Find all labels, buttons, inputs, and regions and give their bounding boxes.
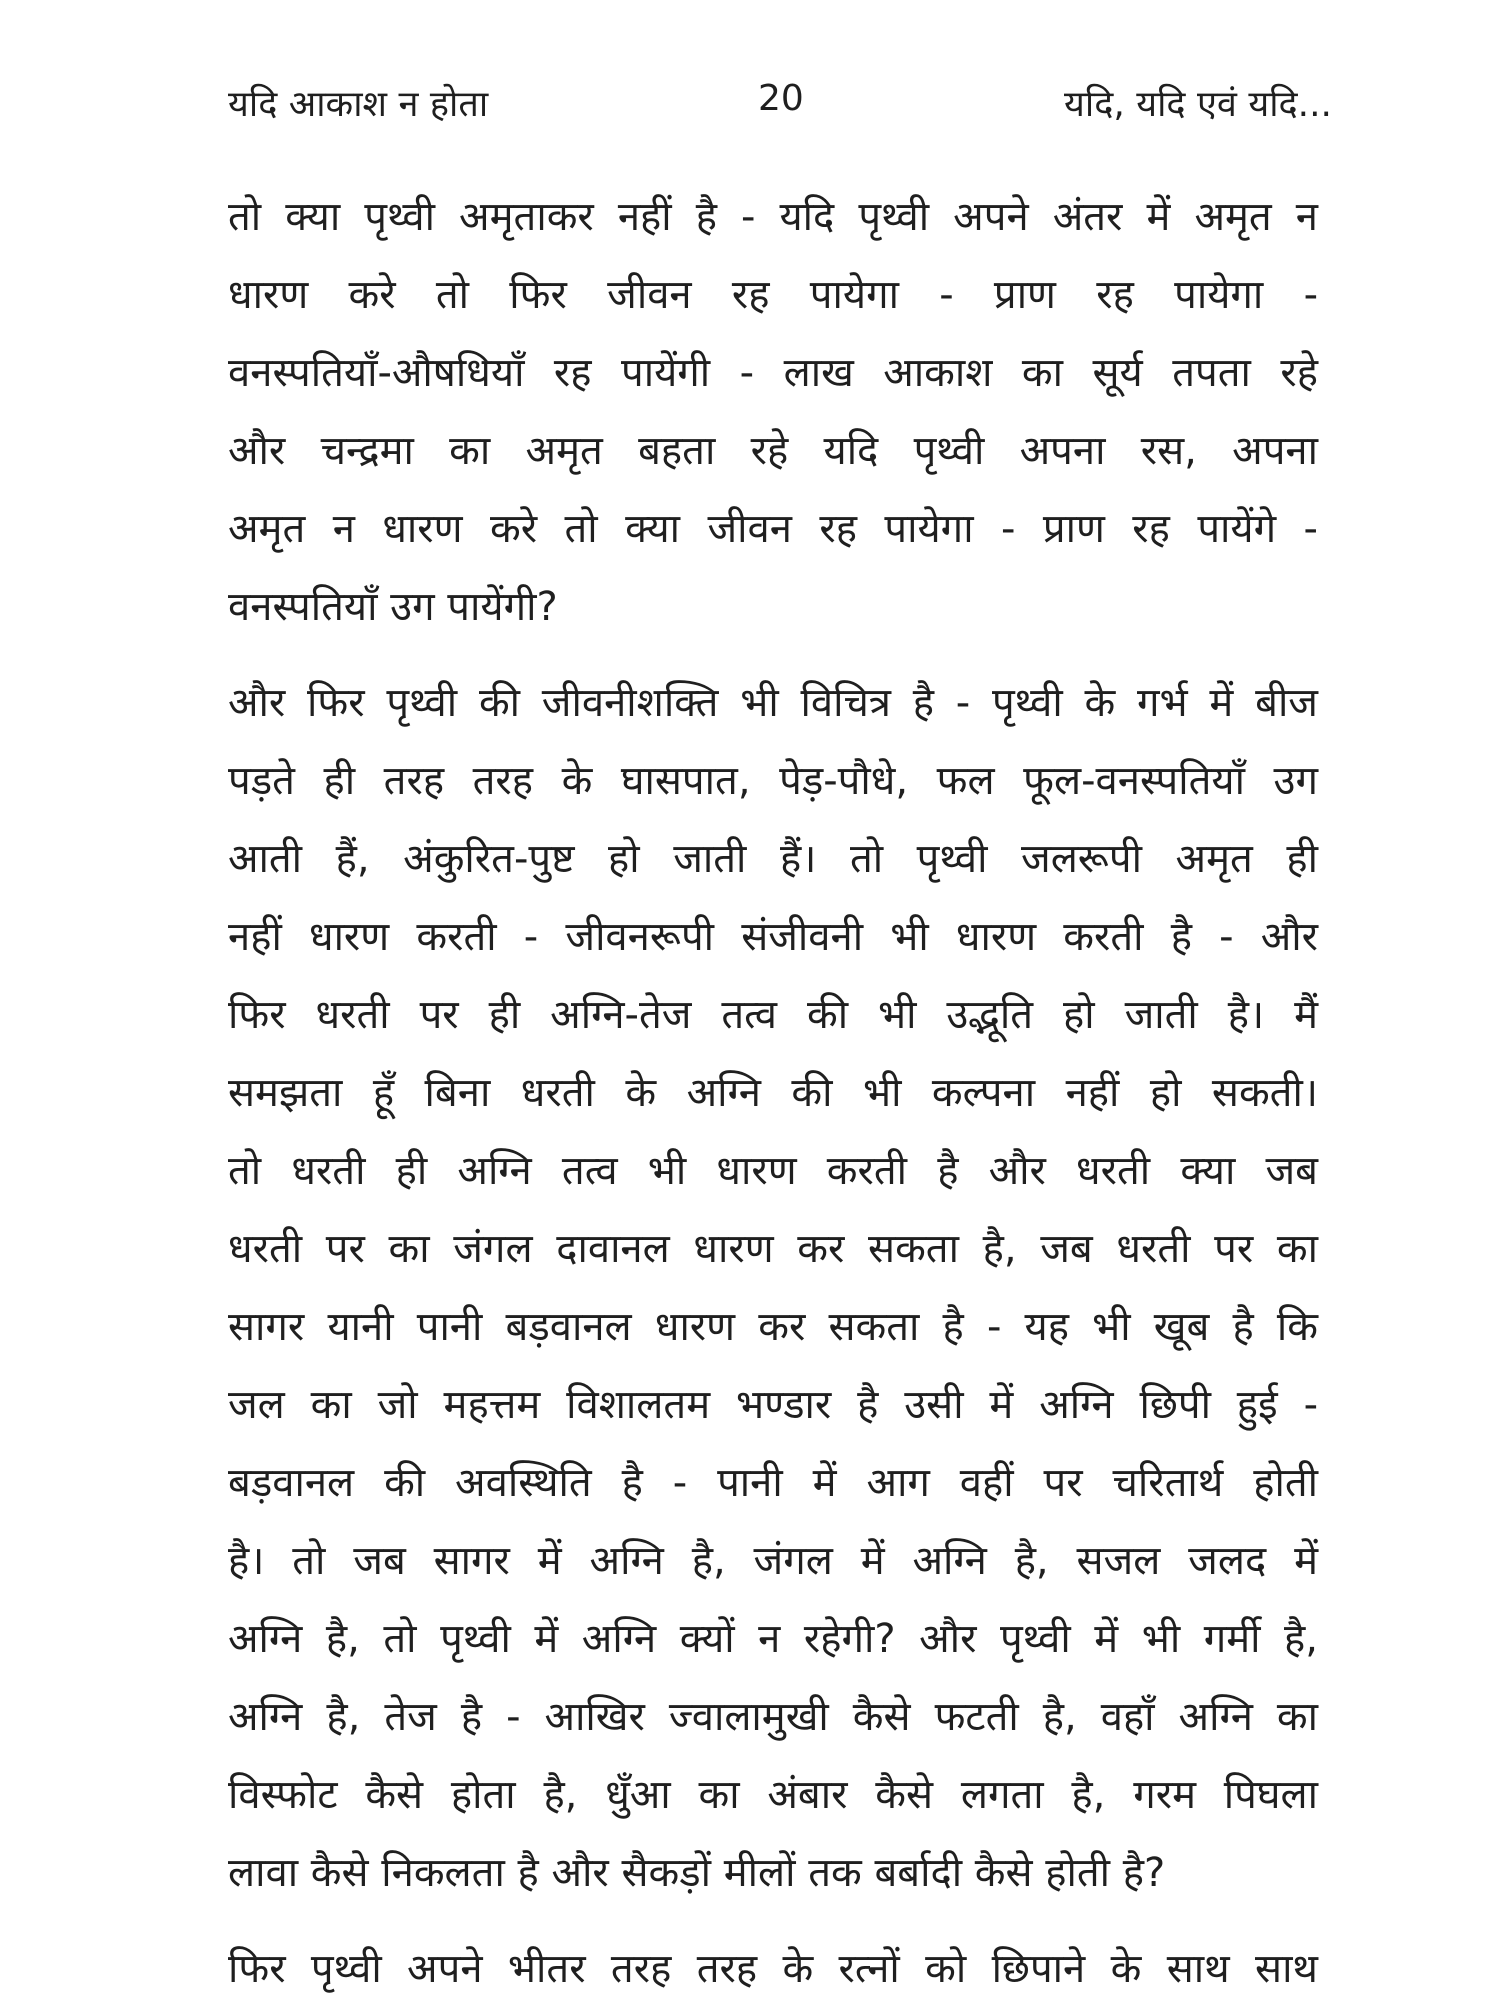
text-line: फिर धरती पर ही अग्नि-तेज तत्व की भी उद्भूति हो जाती है। मैं <box>228 992 1318 1038</box>
text-line: फिर पृथ्वी अपने भीतर तरह तरह के रत्नों को छिपाने के साथ साथ <box>228 1946 1318 1992</box>
paragraph <box>228 178 1318 646</box>
text-line: धरती पर का जंगल दावानल धारण कर सकता है, जब धरती पर का <box>228 1226 1318 1272</box>
paragraph <box>228 664 1318 1912</box>
text-line: अग्नि है, तेज है - आखिर ज्वालामुखी कैसे फटती है, वहाँ अग्नि का <box>228 1694 1318 1740</box>
text-line: वनस्पतियाँ उग पायेंगी? <box>228 584 558 630</box>
text-line: तो क्या पृथ्वी अमृताकर नहीं है - यदि पृथ्वी अपने अंतर में अमृत न <box>228 194 1318 240</box>
body-text <box>228 178 1318 2008</box>
text-line: पड़ते ही तरह तरह के घासपात, पेड़-पौधे, फल फूल-वनस्पतियाँ उग <box>228 758 1318 804</box>
text-line: विस्फोट कैसे होता है, धुँआ का अंबार कैसे लगता है, गरम पिघला <box>228 1772 1318 1818</box>
text-line: और फिर पृथ्वी की जीवनीशक्ति भी विचित्र है - पृथ्वी के गर्भ में बीज <box>228 680 1318 726</box>
text-line: जल का जो महत्तम विशालतम भण्डार है उसी में अग्नि छिपी हुई - <box>228 1382 1318 1428</box>
text-line: सागर यानी पानी बड़वानल धारण कर सकता है - यह भी खूब है कि <box>228 1304 1318 1350</box>
paragraph-gap <box>228 646 1318 664</box>
text-line: लावा कैसे निकलता है और सैकड़ों मीलों तक बर्बादी कैसे होती है? <box>228 1850 1166 1896</box>
text-line: वनस्पतियाँ-औषधियाँ रह पायेंगी - लाख आकाश का सूर्य तपता रहे <box>228 350 1318 396</box>
text-line: बड़वानल की अवस्थिति है - पानी में आग वहीं पर चरितार्थ होती <box>228 1460 1318 1506</box>
page-number: 20 <box>758 78 804 119</box>
text-line: नहीं धारण करती - जीवनरूपी संजीवनी भी धारण करती है - और <box>228 914 1318 960</box>
running-header <box>228 78 1332 134</box>
paragraph <box>228 1930 1318 2008</box>
chapter-title: यदि, यदि एवं यदि... <box>1064 84 1332 125</box>
paragraph-gap <box>228 1912 1318 1930</box>
text-line: समझता हूँ बिना धरती के अग्नि की भी कल्पना नहीं हो सकती। <box>228 1070 1318 1116</box>
text-line: आती हैं, अंकुरित-पुष्ट हो जाती हैं। तो पृथ्वी जलरूपी अमृत ही <box>228 836 1318 882</box>
text-line: धारण करे तो फिर जीवन रह पायेगा - प्राण रह पायेगा - <box>228 272 1318 318</box>
text-line: तो धरती ही अग्नि तत्व भी धारण करती है और धरती क्या जब <box>228 1148 1318 1194</box>
text-line: और चन्द्रमा का अमृत बहता रहे यदि पृथ्वी अपना रस, अपना <box>228 428 1318 474</box>
book-title: यदि आकाश न होता <box>228 84 489 125</box>
text-line: है। तो जब सागर में अग्नि है, जंगल में अग्नि है, सजल जलद में <box>228 1538 1318 1584</box>
text-line: अग्नि है, तो पृथ्वी में अग्नि क्यों न रहेगी? और पृथ्वी में भी गर्मी है, <box>228 1616 1318 1662</box>
text-line: अमृत न धारण करे तो क्या जीवन रह पायेगा - प्राण रह पायेंगे - <box>228 506 1318 552</box>
